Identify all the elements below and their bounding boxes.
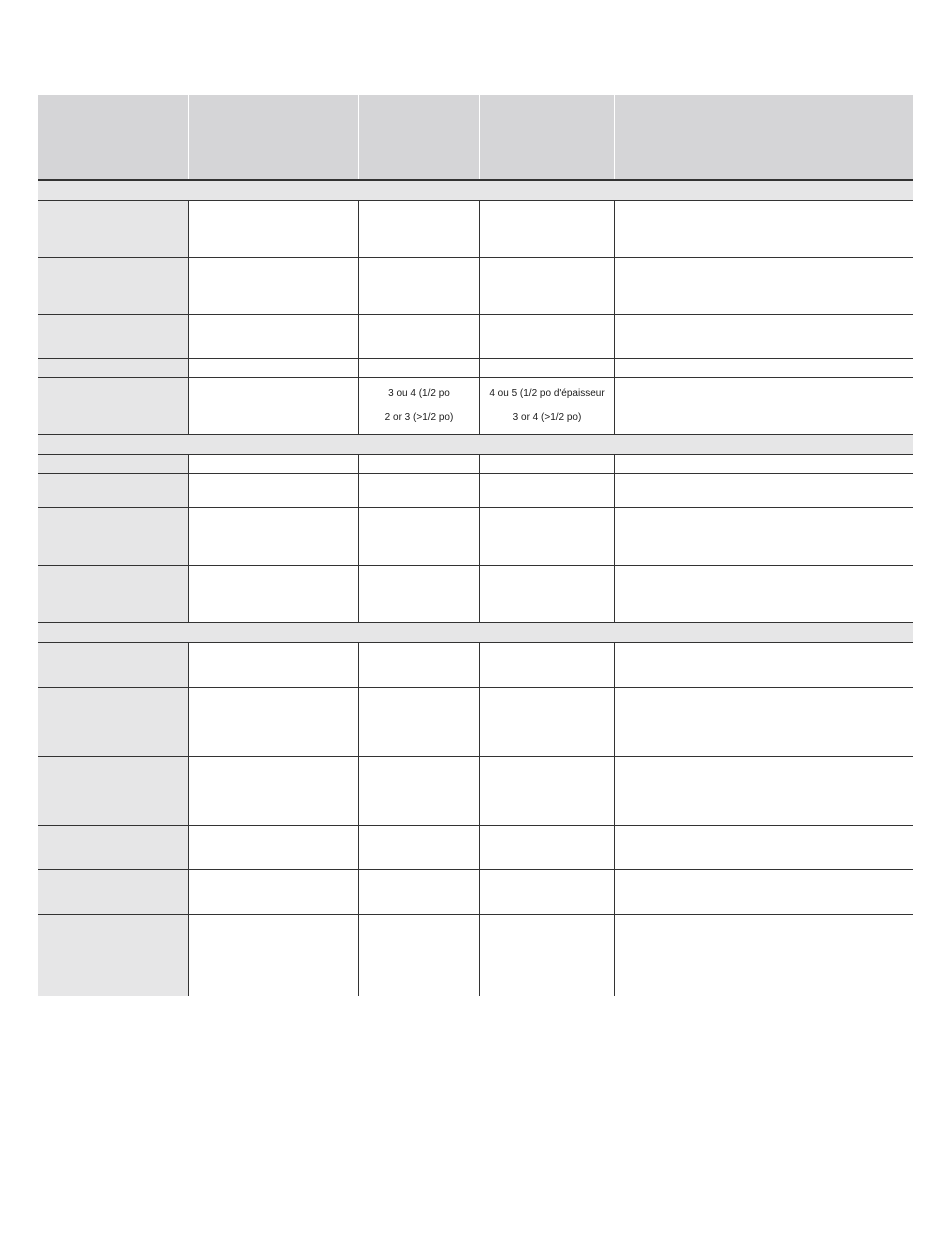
- table-cell: [479, 566, 614, 622]
- row-label-cell: [38, 359, 188, 377]
- table-cell: [479, 474, 614, 507]
- table-cell: [188, 201, 358, 257]
- table-row: [38, 508, 913, 566]
- table-cell: [614, 915, 913, 996]
- thickness-line-2: 2 or 3 (>1/2 po): [384, 412, 454, 423]
- table-cell: [614, 315, 913, 358]
- table-cell: [358, 688, 479, 756]
- table-cell: [614, 258, 913, 314]
- table-cell: [358, 258, 479, 314]
- table-cell: [614, 870, 913, 914]
- table-cell: [614, 508, 913, 565]
- table-cell: [188, 566, 358, 622]
- table-cell: [479, 455, 614, 473]
- row-label-cell: [38, 915, 188, 996]
- table-cell: [479, 915, 614, 996]
- table-cell: [358, 455, 479, 473]
- table-cell: [479, 359, 614, 377]
- table-row: [38, 378, 913, 435]
- thickness-cell: [479, 378, 614, 434]
- table-row: [38, 826, 913, 870]
- row-label-cell: [38, 566, 188, 622]
- table-cell: [479, 201, 614, 257]
- table-cell: [614, 566, 913, 622]
- table-cell: [358, 315, 479, 358]
- row-label-cell: [38, 378, 188, 434]
- table-header-row: [38, 95, 913, 181]
- table-cell: [614, 474, 913, 507]
- thickness-cell: [358, 378, 479, 434]
- table-row: [38, 566, 913, 623]
- table-row: [38, 455, 913, 474]
- table-row: [38, 258, 913, 315]
- section-row: [38, 181, 913, 201]
- table-row: [38, 359, 913, 378]
- table-cell: [188, 315, 358, 358]
- table-cell: [358, 643, 479, 687]
- table-cell: [479, 688, 614, 756]
- section-row: [38, 435, 913, 455]
- row-label-cell: [38, 757, 188, 825]
- table-cell: [614, 359, 913, 377]
- table-cell: [614, 688, 913, 756]
- settings-table: [38, 95, 913, 996]
- table-cell: [479, 315, 614, 358]
- table-cell: [358, 915, 479, 996]
- thickness-line-1: 3 ou 4 (1/2 po: [388, 388, 450, 399]
- table-cell: [358, 566, 479, 622]
- table-cell: [188, 455, 358, 473]
- header-cell: [188, 95, 358, 179]
- header-cell: [614, 95, 913, 179]
- header-cell: [38, 95, 188, 179]
- table-cell: [188, 826, 358, 869]
- header-cell: [358, 95, 479, 179]
- table-cell: [188, 378, 358, 434]
- table-row: [38, 688, 913, 757]
- table-cell: [358, 359, 479, 377]
- thickness-line-1: 4 ou 5 (1/2 po d'épaisseur: [489, 388, 605, 399]
- row-label-cell: [38, 201, 188, 257]
- table-row: [38, 870, 913, 915]
- row-label-cell: [38, 315, 188, 358]
- row-label-cell: [38, 474, 188, 507]
- table-cell: [188, 508, 358, 565]
- thickness-line-2: 3 or 4 (>1/2 po): [512, 412, 582, 423]
- table-cell: [614, 757, 913, 825]
- table-cell: [358, 870, 479, 914]
- table-cell: [358, 757, 479, 825]
- table-cell: [479, 258, 614, 314]
- table-cell: [614, 378, 913, 434]
- row-label-cell: [38, 870, 188, 914]
- row-label-cell: [38, 455, 188, 473]
- table-cell: [188, 258, 358, 314]
- table-cell: [614, 643, 913, 687]
- row-label-cell: [38, 258, 188, 314]
- header-cell: [479, 95, 614, 179]
- table-row: [38, 474, 913, 508]
- table-row: [38, 201, 913, 258]
- table-cell: [614, 826, 913, 869]
- table-cell: [188, 688, 358, 756]
- table-cell: [358, 474, 479, 507]
- row-label-cell: [38, 508, 188, 565]
- row-label-cell: [38, 688, 188, 756]
- table-cell: [358, 508, 479, 565]
- table-cell: [479, 508, 614, 565]
- table-cell: [614, 201, 913, 257]
- table-cell: [188, 474, 358, 507]
- table-row: [38, 643, 913, 688]
- table-cell: [614, 455, 913, 473]
- table-row: [38, 315, 913, 359]
- table-row: [38, 915, 913, 996]
- table-cell: [358, 826, 479, 869]
- table-cell: [188, 757, 358, 825]
- table-cell: [479, 870, 614, 914]
- table-cell: [479, 757, 614, 825]
- table-cell: [188, 870, 358, 914]
- table-cell: [479, 826, 614, 869]
- section-row: [38, 623, 913, 643]
- row-label-cell: [38, 643, 188, 687]
- table-cell: [188, 359, 358, 377]
- table-cell: [188, 915, 358, 996]
- table-row: [38, 757, 913, 826]
- table-cell: [188, 643, 358, 687]
- row-label-cell: [38, 826, 188, 869]
- table-cell: [358, 201, 479, 257]
- table-cell: [479, 643, 614, 687]
